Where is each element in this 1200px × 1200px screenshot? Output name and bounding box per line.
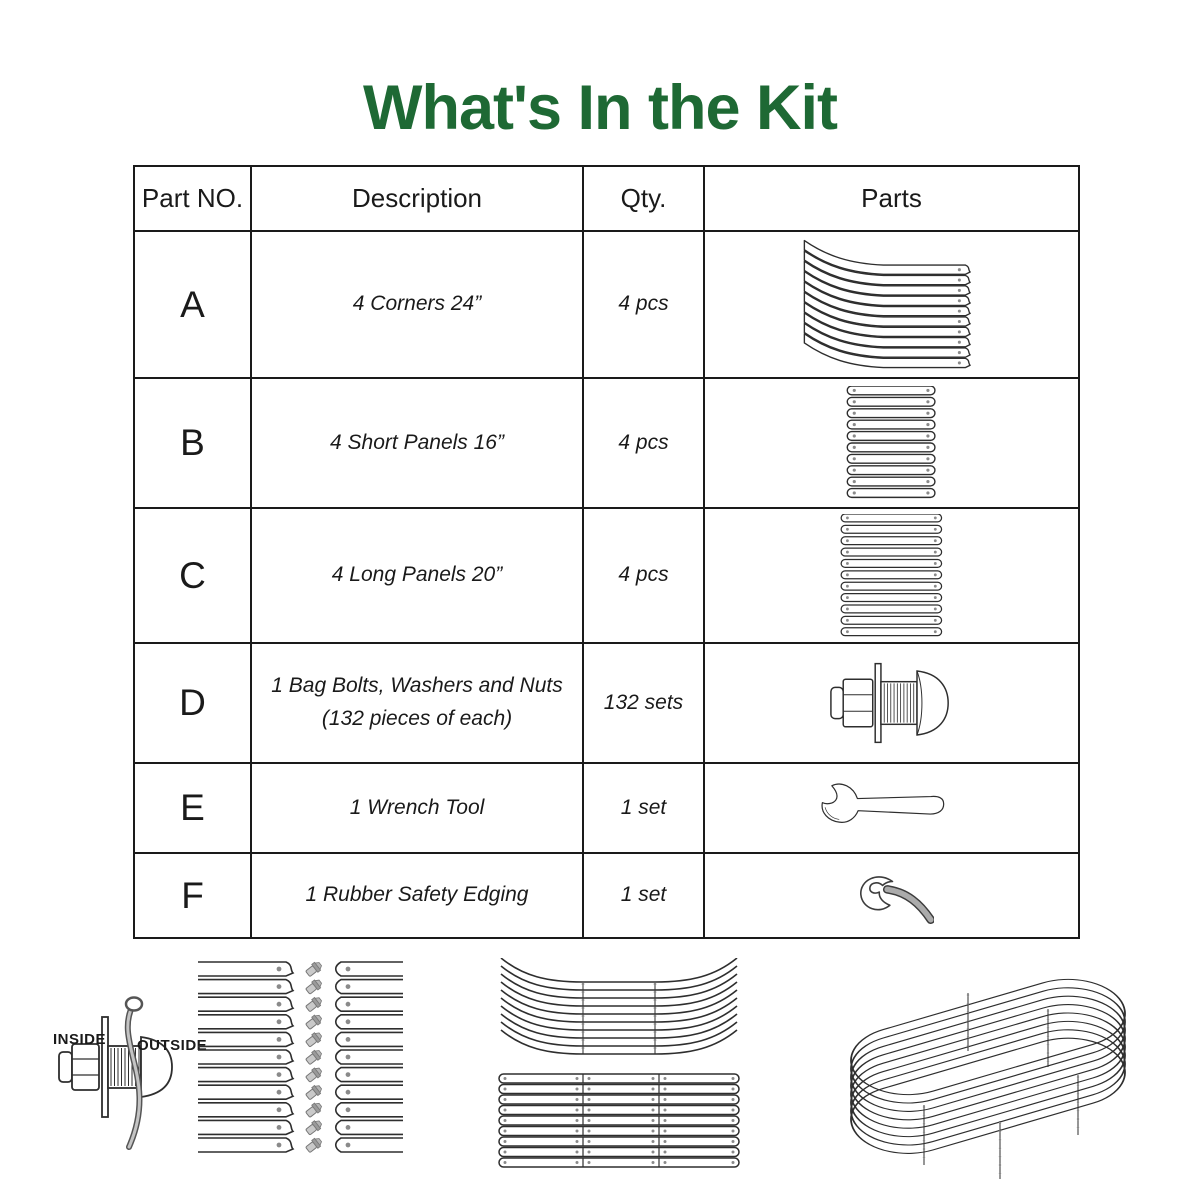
row-f-parts-cell bbox=[705, 854, 1080, 939]
row-c-qty: 4 pcs bbox=[584, 509, 705, 644]
assembled-raised-bed-diagram bbox=[828, 955, 1146, 1183]
row-d-description bbox=[252, 644, 584, 764]
bolt-washer-nut-icon bbox=[826, 662, 957, 744]
long-panels-stack-icon bbox=[838, 514, 945, 638]
row-b-description-text: 4 Short Panels 16” bbox=[330, 430, 504, 454]
parts-table bbox=[133, 165, 1080, 939]
row-e-qty: 1 set bbox=[584, 764, 705, 854]
row-e-description bbox=[252, 764, 584, 854]
row-e-parts-cell bbox=[705, 764, 1080, 854]
corner-panels-stack-icon bbox=[799, 239, 983, 371]
row-d-description-line2: (132 pieces of each) bbox=[321, 707, 513, 730]
row-b-parts-cell bbox=[705, 379, 1080, 509]
row-f-qty: 1 set bbox=[584, 854, 705, 939]
row-c-description bbox=[252, 509, 584, 644]
row-c-description-text: 4 Long Panels 20” bbox=[331, 563, 503, 587]
col-header-qty: Qty. bbox=[584, 167, 705, 232]
row-f-description-text: 1 Rubber Safety Edging bbox=[305, 883, 529, 907]
page-title: What's In the Kit bbox=[363, 73, 837, 143]
row-a-description bbox=[252, 232, 584, 379]
col-header-part-no: Part NO. bbox=[135, 167, 252, 232]
bolt-orientation-icon bbox=[25, 995, 220, 1165]
row-c-part-letter: C bbox=[135, 509, 252, 644]
panel-joint-closeup-diagram bbox=[198, 960, 403, 1168]
col-header-description: Description bbox=[252, 167, 584, 232]
row-d-qty: 132 sets bbox=[584, 644, 705, 764]
row-d-description-line1: 1 Bag Bolts, Washers and Nuts bbox=[271, 674, 563, 698]
assembled-sections-icon bbox=[495, 958, 743, 1168]
bolt-orientation-diagram bbox=[25, 995, 220, 1170]
row-a-qty: 4 pcs bbox=[584, 232, 705, 379]
rubber-safety-edging-icon bbox=[849, 867, 935, 925]
assembled-raised-bed-icon bbox=[828, 955, 1146, 1183]
outside-label: OUTSIDE bbox=[137, 1037, 208, 1054]
short-panels-stack-icon bbox=[842, 386, 940, 500]
row-d-parts-cell bbox=[705, 644, 1080, 764]
panel-joint-closeup-icon bbox=[198, 960, 403, 1168]
row-e-part-letter: E bbox=[135, 764, 252, 854]
row-d-part-letter: D bbox=[135, 644, 252, 764]
row-a-part-letter: A bbox=[135, 232, 252, 379]
row-f-description bbox=[252, 854, 584, 939]
row-f-part-letter: F bbox=[135, 854, 252, 939]
wrench-tool-icon bbox=[817, 777, 965, 839]
row-a-parts-cell bbox=[705, 232, 1080, 379]
row-b-qty: 4 pcs bbox=[584, 379, 705, 509]
inside-label: INSIDE bbox=[53, 1031, 107, 1048]
assembled-sections-diagram bbox=[495, 958, 743, 1168]
row-b-description bbox=[252, 379, 584, 509]
row-e-description-text: 1 Wrench Tool bbox=[349, 795, 485, 819]
col-header-parts: Parts bbox=[705, 167, 1080, 232]
row-b-part-letter: B bbox=[135, 379, 252, 509]
row-a-description-text: 4 Corners 24” bbox=[352, 292, 482, 316]
row-c-parts-cell bbox=[705, 509, 1080, 644]
